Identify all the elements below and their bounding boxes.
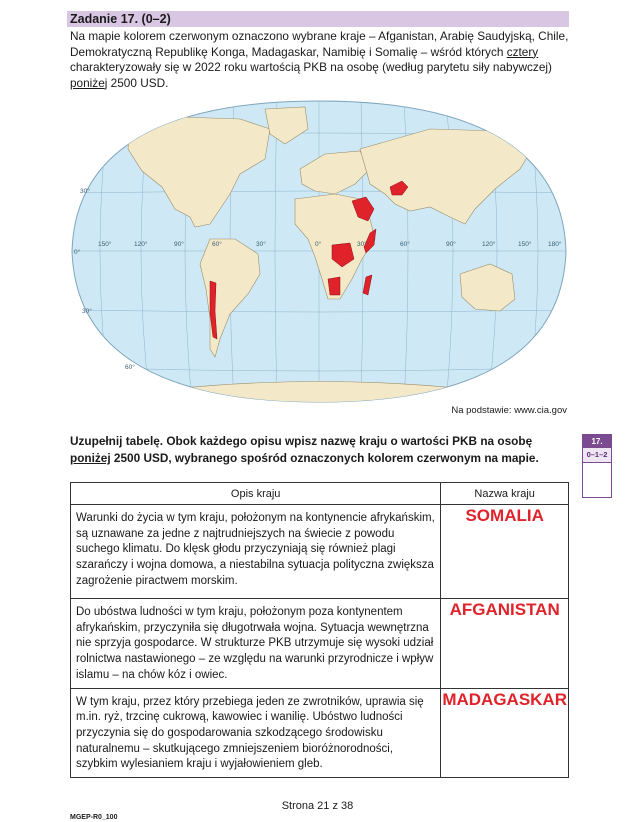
- lon-label: 30°: [357, 241, 367, 248]
- instruction-text: [70, 433, 560, 467]
- lat-label: 30°: [80, 188, 90, 195]
- lon-label: 150°: [518, 241, 532, 248]
- instruction-underlined: poniżej: [70, 451, 111, 465]
- table-header-row: [71, 483, 569, 505]
- task-header: Zadanie 17. (0–2): [67, 11, 569, 27]
- row-description: W tym kraju, przez który przebiega jeden ze zwrotników, uprawia się m.in. ryż, trzcinę cukrową, kawowiec i wanilię. Ubóstwo ludności przyczynia się do gospodarowania szkodzącego środowisku naturalnemu – skutkującego zmniejszeniem bioróżnorodności, szybkim wylesianiem kraju i wyjałowieniem gleb.: [71, 688, 441, 778]
- lon-label: 120°: [482, 241, 496, 248]
- lon-label: 150°: [98, 241, 112, 248]
- instruction-part1: Uzupełnij tabelę. Obok każdego opisu wpisz nazwę kraju o wartości PKB na osobę: [70, 434, 533, 448]
- intro-part3: 2500 USD.: [110, 75, 169, 90]
- map-source: Na podstawie: www.cia.gov: [451, 405, 567, 416]
- table-row: [71, 688, 569, 778]
- intro-underlined2: poniżej: [70, 75, 108, 90]
- lon-label: 0°: [315, 241, 322, 248]
- score-range: 0–1–2: [583, 448, 611, 463]
- lat-label: 30°: [82, 308, 92, 315]
- row-answer[interactable]: MADAGASKAR: [441, 688, 569, 778]
- column-header-description: Opis kraju: [71, 483, 441, 505]
- row-answer[interactable]: AFGANISTAN: [441, 599, 569, 689]
- lon-label: 60°: [212, 241, 222, 248]
- lat-label: 60°: [125, 364, 135, 371]
- lon-label: 120°: [134, 241, 148, 248]
- intro-text: [70, 29, 570, 91]
- row-description: Do ubóstwa ludności w tym kraju, położonym poza kontynentem afrykańskim, przyczyniła się długotrwała wojna. Sytuacja wewnętrzna nie sprzyja gospodarce. W strukturze PKB utrzymuje się wysoki udział rolnictwa nastawionego – ze względu na warunki przyrodnicze i wpływ islamu – na chów kóz i owiec.: [71, 599, 441, 689]
- lat-label: 0°: [74, 249, 81, 256]
- score-number: 17.: [583, 435, 611, 448]
- row-answer[interactable]: SOMALIA: [441, 505, 569, 599]
- answer-table: [70, 482, 569, 778]
- page-number: Strona 21 z 38: [281, 800, 354, 812]
- lon-label: 90°: [446, 241, 456, 248]
- intro-underlined1: cztery: [506, 44, 539, 59]
- score-box: [582, 434, 612, 498]
- document-code: MGEP-R0_100: [70, 814, 118, 821]
- intro-part1: Na mapie kolorem czerwonym oznaczono wybrane kraje – Afganistan, Arabię Saudyjską, Chile, Demokratyczną Republikę Konga, Madagaskar, Namibię i Somalię – wśród których: [70, 29, 569, 59]
- instruction-part2: 2500 USD, wybranego spośród oznaczonych kolorem czerwonym na mapie.: [113, 451, 539, 465]
- table-row: [71, 505, 569, 599]
- lon-label: 30°: [256, 241, 266, 248]
- world-map: [70, 99, 568, 404]
- lon-label: 180°: [548, 241, 562, 248]
- row-description: Warunki do życia w tym kraju, położonym na kontynencie afrykańskim, są uznawane za jedne z najtrudniejszych na świecie z powodu suchego klimatu. Do klęsk głodu przyczyniają się również plagi szarańczy i wojna domowa, a niestabilna sytuacja polityczna zwiększa zagrożenie piractwem morskim.: [71, 505, 441, 599]
- column-header-country: Nazwa kraju: [441, 483, 569, 505]
- table-row: [71, 599, 569, 689]
- intro-part2: charakteryzowały się w 2022 roku wartością PKB na osobę (według parytetu siły nabywczej): [70, 60, 552, 74]
- namibia-shape: [328, 277, 340, 295]
- lon-label: 60°: [400, 241, 410, 248]
- lon-label: 90°: [174, 241, 184, 248]
